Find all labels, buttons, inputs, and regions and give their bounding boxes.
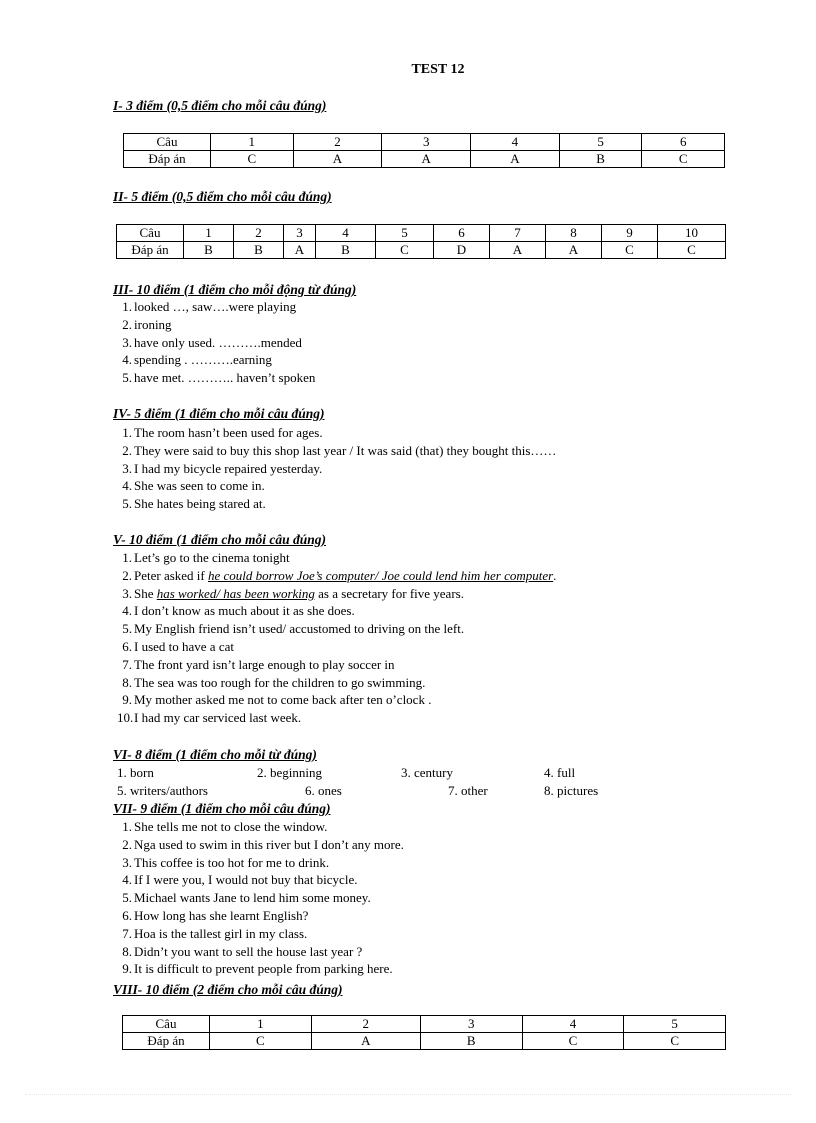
list-item [117, 334, 315, 352]
item-text: She was seen to come in. [134, 478, 265, 494]
page-bottom-divider [25, 1094, 791, 1095]
item-text: She hates being stared at. [134, 496, 266, 512]
item-text: I had my bicycle repaired yesterday. [134, 460, 323, 476]
list-item [117, 477, 556, 495]
question-number: 2 [311, 1016, 420, 1033]
list-item [117, 943, 404, 961]
list-item [117, 818, 404, 836]
answer-cell: A [471, 151, 560, 168]
list-item [117, 495, 556, 513]
row-label: Câu [124, 134, 211, 151]
item-text: I had my car serviced last week. [134, 710, 302, 726]
row-label: Câu [123, 1016, 210, 1033]
item-number: 5. [122, 370, 132, 386]
answer-cell: A [311, 1033, 420, 1050]
answer-cell: A [546, 242, 602, 259]
list-item [117, 316, 315, 334]
item-text-prefix: She [134, 585, 157, 601]
item-text-suffix: as a secretary for five years. [314, 585, 464, 601]
answer-cell: A [284, 242, 316, 259]
list-item [117, 656, 556, 674]
list-item [117, 602, 556, 620]
question-number: 5 [376, 225, 434, 242]
item-text-suffix: . [553, 567, 557, 583]
word-answer: 8. pictures [544, 783, 599, 798]
item-number: 4. [122, 603, 132, 619]
page-title: TEST 12 [411, 62, 465, 77]
answer-cell: C [624, 1033, 726, 1050]
list-item [117, 889, 404, 907]
answer-cell: C [522, 1033, 624, 1050]
answer-cell: B [316, 242, 376, 259]
question-number: 10 [658, 225, 726, 242]
word-answer: 6. ones [305, 783, 342, 798]
list-item [117, 620, 556, 638]
item-text: Michael wants Jane to lend him some money. [134, 890, 371, 906]
section-5-list [117, 549, 556, 727]
answer-cell: D [434, 242, 490, 259]
item-text: My mother asked me not to come back after ten o’clock . [134, 692, 432, 708]
item-text: If I were you, I would not buy that bicycle. [134, 872, 358, 888]
item-number: 2. [122, 567, 132, 583]
item-text: The sea was too rough for the children to go swimming. [134, 674, 426, 690]
item-number: 5. [122, 621, 132, 637]
answer-cell: B [420, 1033, 522, 1050]
word-answer: 1. born [117, 765, 154, 780]
answer-cell: C [658, 242, 726, 259]
question-number: 4 [471, 134, 560, 151]
list-item [117, 351, 315, 369]
question-number: 5 [624, 1016, 726, 1033]
table-row [123, 1016, 726, 1033]
section-2-answer-table [116, 224, 726, 259]
question-number: 6 [642, 134, 725, 151]
list-item [117, 674, 556, 692]
item-number: 3. [122, 334, 132, 350]
list-item [117, 424, 556, 442]
item-number: 3. [122, 460, 132, 476]
list-item [117, 836, 404, 854]
answer-cell: C [211, 151, 294, 168]
item-number: 7. [122, 656, 132, 672]
row-label: Đáp án [123, 1033, 210, 1050]
word-answer: 2. beginning [257, 765, 322, 780]
item-text: I used to have a cat [134, 638, 234, 654]
item-text: The room hasn’t been used for ages. [134, 425, 323, 440]
question-number: 1 [184, 225, 234, 242]
list-item [117, 549, 556, 567]
row-label: Câu [117, 225, 184, 242]
item-number: 8. [122, 943, 132, 959]
answer-cell: B [559, 151, 642, 168]
item-number: 1. [122, 299, 132, 314]
list-item [117, 691, 556, 709]
question-number: 6 [434, 225, 490, 242]
question-number: 8 [546, 225, 602, 242]
question-number: 4 [316, 225, 376, 242]
item-number: 1. [122, 425, 132, 440]
item-number: 3. [122, 585, 132, 601]
item-number: 4. [122, 352, 132, 368]
question-number: 4 [522, 1016, 624, 1033]
section-1-heading: I- 3 điểm (0,5 điểm cho mỗi câu đúng) [113, 98, 327, 113]
item-number: 8. [122, 674, 132, 690]
answer-cell: C [210, 1033, 312, 1050]
item-text: I don’t know as much about it as she does. [134, 603, 355, 619]
item-number: 7. [122, 925, 132, 941]
item-text: Hoa is the tallest girl in my class. [134, 925, 308, 941]
question-number: 7 [490, 225, 546, 242]
answer-cell: A [293, 151, 382, 168]
item-text: How long has she learnt English? [134, 907, 309, 923]
list-item [117, 709, 556, 727]
item-text: It is difficult to prevent people from parking here. [134, 961, 393, 977]
section-5-heading: V- 10 điểm (1 điểm cho mỗi câu đúng) [113, 532, 327, 547]
table-row [124, 151, 725, 168]
item-text: ironing [134, 316, 172, 332]
question-number: 1 [211, 134, 294, 151]
question-number: 3 [382, 134, 471, 151]
list-item [117, 442, 556, 460]
question-number: 9 [602, 225, 658, 242]
section-8-heading: VIII- 10 điểm (2 điểm cho mỗi câu đúng) [113, 982, 343, 997]
list-item [117, 907, 404, 925]
item-text: Let’s go to the cinema tonight [134, 550, 290, 565]
question-number: 3 [284, 225, 316, 242]
list-item [117, 638, 556, 656]
item-text: spending . ……….earning [134, 352, 272, 368]
item-number: 2. [122, 442, 132, 458]
list-item [117, 960, 404, 978]
section-8-answer-table [122, 1015, 726, 1050]
item-number: 9. [122, 692, 132, 708]
table-row [123, 1033, 726, 1050]
item-text: Nga used to swim in this river but I don’t any more. [134, 836, 404, 852]
item-text: They were said to buy this shop last year / It was said (that) they bought this…… [134, 442, 557, 458]
item-number: 9. [122, 961, 132, 977]
table-row [117, 242, 726, 259]
item-text: have met. ……….. haven’t spoken [134, 370, 316, 386]
word-answer: 3. century [401, 765, 453, 780]
item-number: 4. [122, 478, 132, 494]
item-text: looked …, saw….were playing [134, 299, 297, 314]
question-number: 2 [293, 134, 382, 151]
item-text-prefix: Peter asked if [134, 567, 209, 583]
word-answer: 4. full [544, 765, 576, 780]
table-row [124, 134, 725, 151]
item-number: 5. [122, 890, 132, 906]
question-number: 2 [234, 225, 284, 242]
list-item [117, 369, 315, 387]
answer-cell: C [376, 242, 434, 259]
answer-cell: A [490, 242, 546, 259]
item-number: 1. [122, 819, 132, 834]
list-item [117, 585, 556, 603]
item-text: The front yard isn’t large enough to play soccer in [134, 656, 395, 672]
item-number: 6. [122, 907, 132, 923]
word-answer: 5. writers/authors [117, 783, 208, 798]
item-number: 2. [122, 316, 132, 332]
item-number: 5. [122, 496, 132, 512]
answer-cell: B [234, 242, 284, 259]
item-number: 10. [117, 710, 134, 726]
answer-cell: B [184, 242, 234, 259]
item-number: 2. [122, 836, 132, 852]
table-row [117, 225, 726, 242]
section-4-list [117, 424, 556, 513]
row-label: Đáp án [124, 151, 211, 168]
list-item [117, 854, 404, 872]
item-number: 3. [122, 854, 132, 870]
list-item [117, 871, 404, 889]
section-6-heading: VI- 8 điểm (1 điểm cho mỗi từ đúng) [113, 747, 317, 762]
answer-cell: A [382, 151, 471, 168]
section-7-list [117, 818, 404, 978]
list-item [117, 298, 315, 316]
underlined-answer: he could borrow Joe’s computer/ Joe could lend him her computer [208, 567, 554, 583]
item-number: 1. [122, 550, 132, 565]
section-3-list [117, 298, 315, 387]
item-number: 6. [122, 638, 132, 654]
section-3-heading: III- 10 điểm (1 điểm cho mỗi động từ đúng) [113, 282, 357, 297]
answer-cell: C [642, 151, 725, 168]
item-text: My English friend isn’t used/ accustomed to driving on the left. [134, 621, 465, 637]
answer-cell: C [602, 242, 658, 259]
list-item [117, 460, 556, 478]
section-1-answer-table [123, 133, 725, 168]
section-4-heading: IV- 5 điểm (1 điểm cho mỗi câu đúng) [113, 406, 325, 421]
list-item [117, 567, 556, 585]
question-number: 1 [210, 1016, 312, 1033]
list-item [117, 925, 404, 943]
row-label: Đáp án [117, 242, 184, 259]
underlined-answer: has worked/ has been working [156, 585, 315, 601]
section-7-heading: VII- 9 điểm (1 điểm cho mỗi câu đúng) [113, 801, 331, 816]
item-text: have only used. ……….mended [134, 334, 302, 350]
question-number: 3 [420, 1016, 522, 1033]
word-answer: 7. other [448, 783, 488, 798]
question-number: 5 [559, 134, 642, 151]
item-text: Didn’t you want to sell the house last year ? [134, 943, 363, 959]
item-text: This coffee is too hot for me to drink. [134, 854, 330, 870]
item-number: 4. [122, 872, 132, 888]
item-text: She tells me not to close the window. [134, 819, 328, 834]
section-2-heading: II- 5 điểm (0,5 điểm cho mỗi câu đúng) [113, 189, 332, 204]
